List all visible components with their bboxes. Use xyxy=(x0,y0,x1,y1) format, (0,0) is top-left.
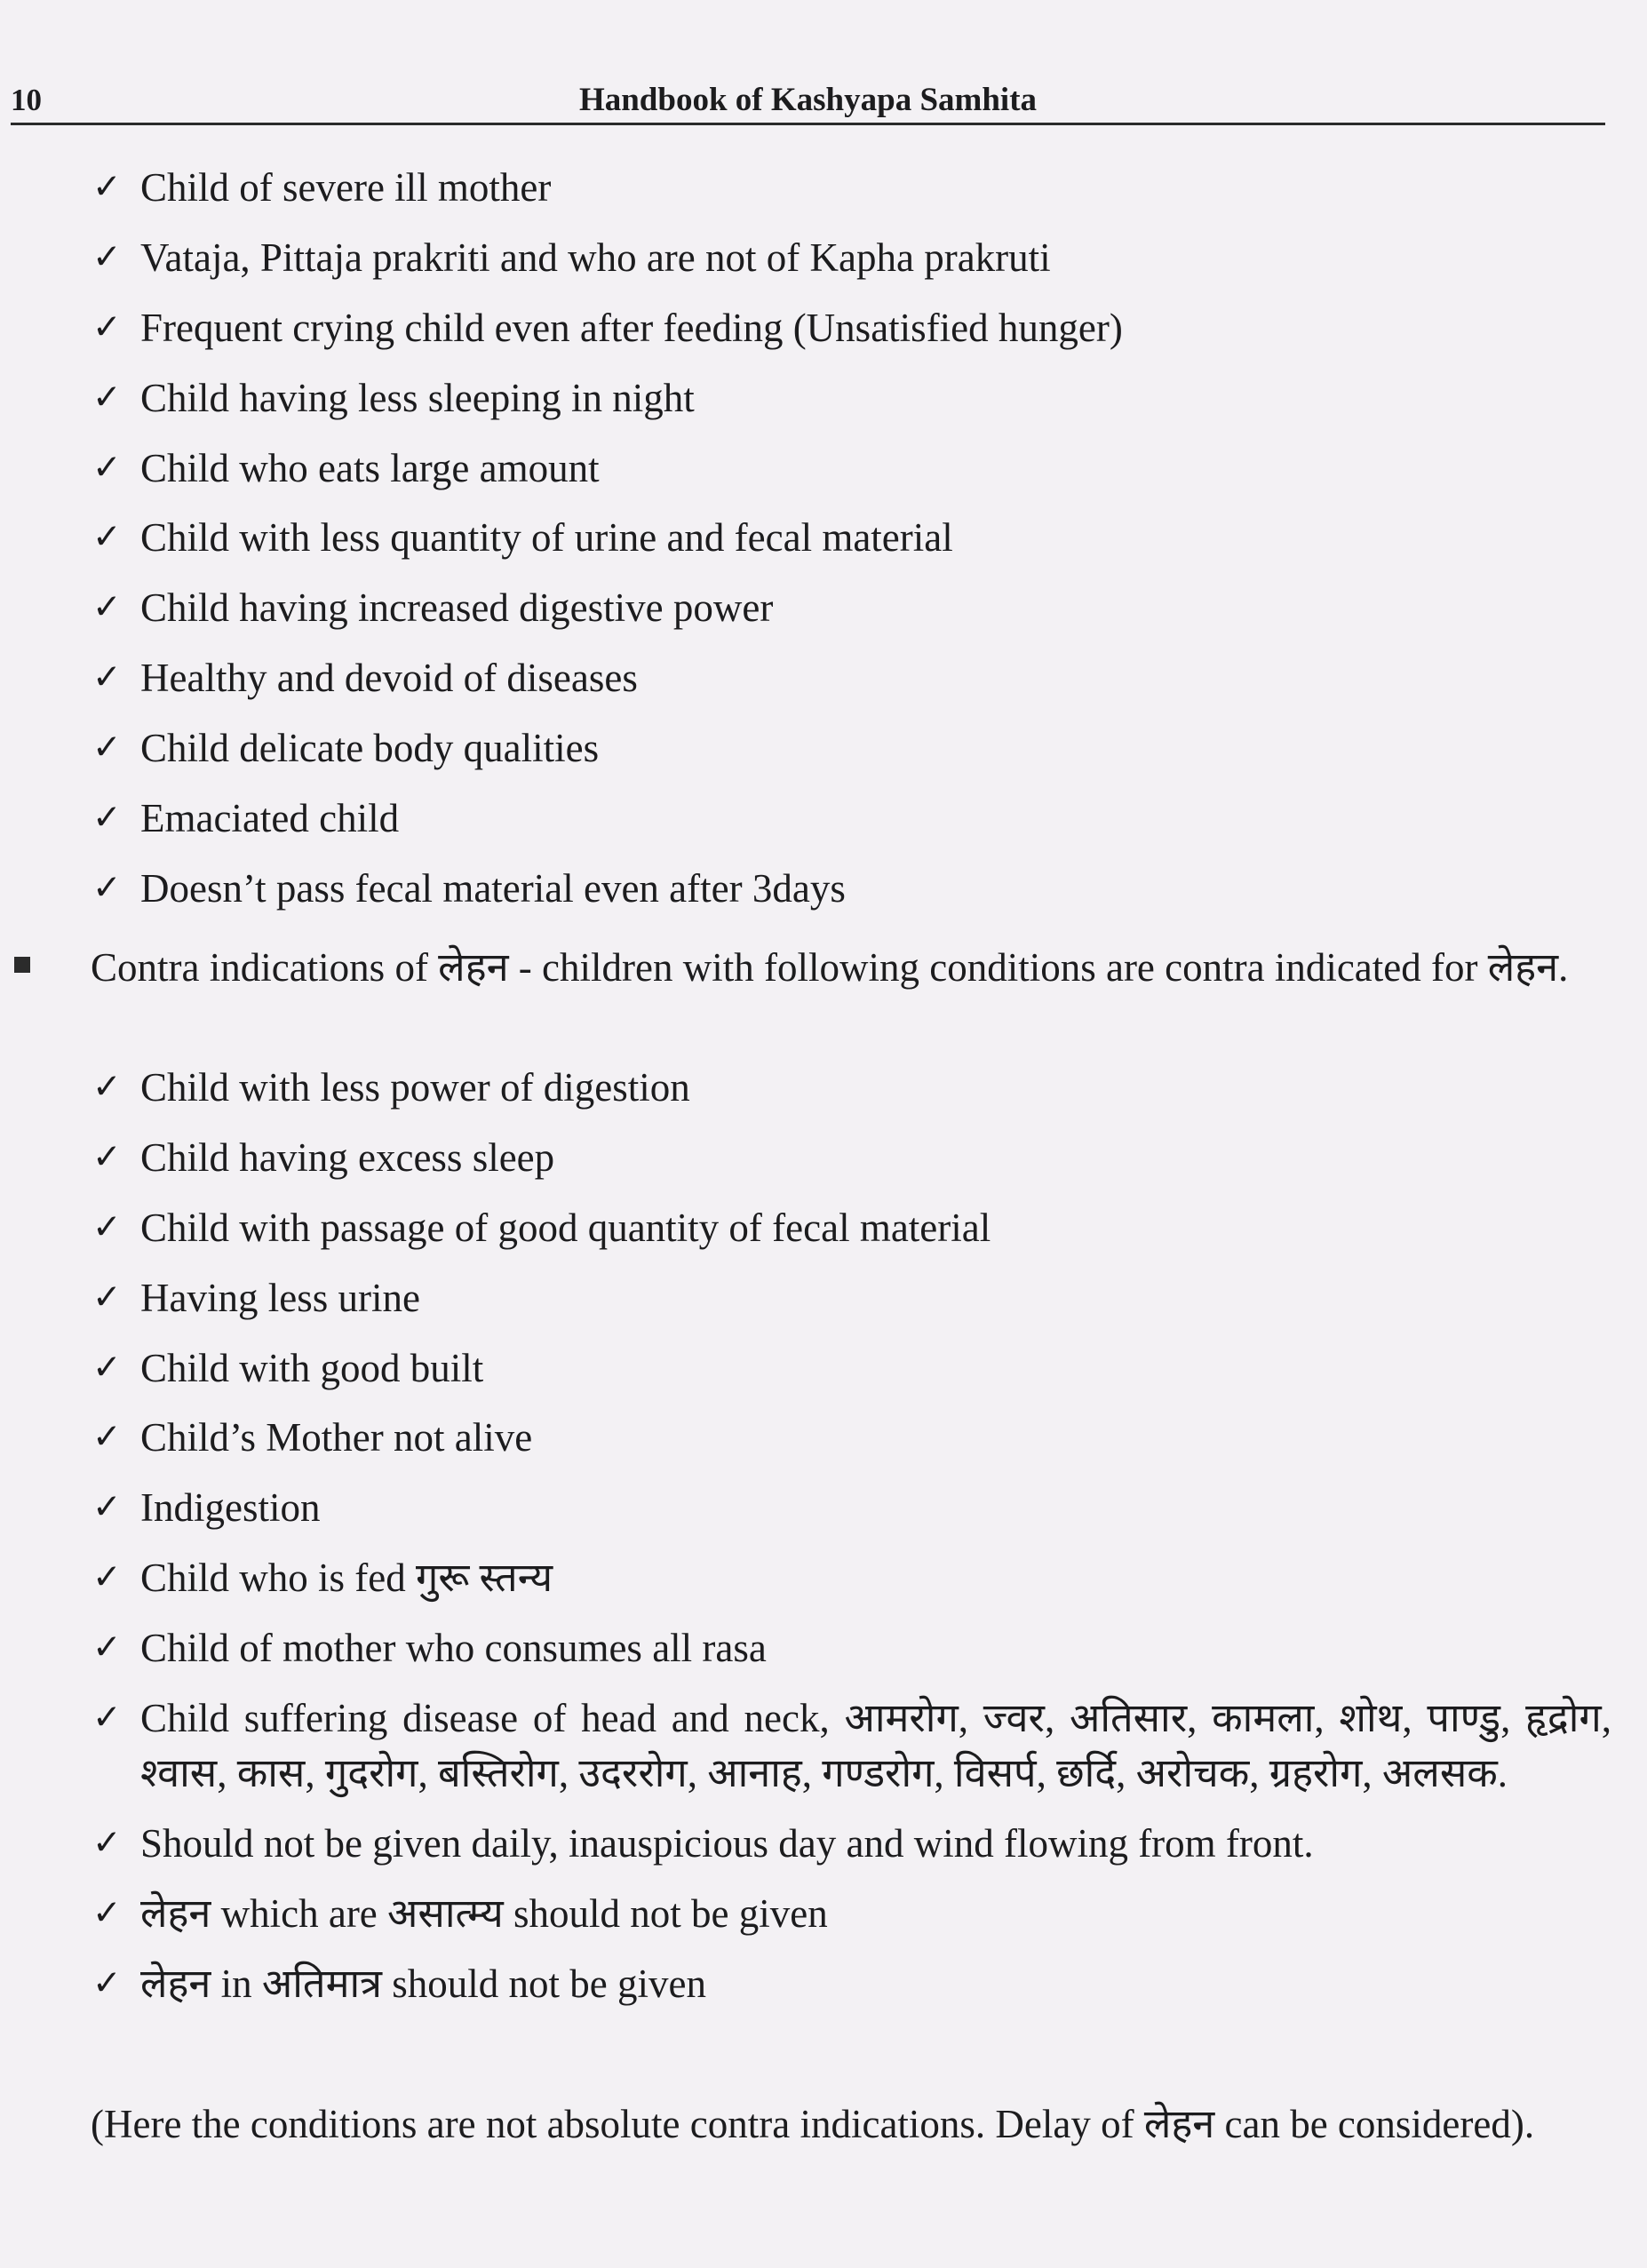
check-icon: ✓ xyxy=(92,587,122,628)
check-icon: ✓ xyxy=(92,306,122,347)
note-paragraph: (Here the conditions are not absolute contra indications. Delay of लेहन can be considered). xyxy=(91,2102,1535,2146)
check-icon: ✓ xyxy=(92,517,122,558)
check-icon: ✓ xyxy=(92,1347,122,1388)
check-icon: ✓ xyxy=(92,1206,122,1247)
list-item: ✓ Child with less power of digestion xyxy=(92,1060,1611,1115)
list-item: ✓ लेहन which are असात्म्य should not be given xyxy=(92,1886,1611,1941)
check-icon: ✓ xyxy=(92,1822,122,1863)
list-item: ✓ Having less urine xyxy=(92,1270,1611,1325)
list-item: ✓ Emaciated child xyxy=(92,791,1611,846)
list-item: ✓ Child having excess sleep xyxy=(92,1130,1611,1185)
list-item: ✓ Child of severe ill mother xyxy=(92,160,1611,215)
list-item: ✓ Child’s Mother not alive xyxy=(92,1410,1611,1465)
list-item: ✓ Child with good built xyxy=(92,1341,1611,1396)
check-icon: ✓ xyxy=(92,1277,122,1317)
list-item: ✓ Healthy and devoid of diseases xyxy=(92,650,1611,705)
list-item: ✓ Should not be given daily, inauspicious day and wind flowing from front. xyxy=(92,1816,1611,1871)
square-bullet-icon xyxy=(14,957,30,973)
check-icon: ✓ xyxy=(92,1136,122,1177)
check-icon: ✓ xyxy=(92,867,122,908)
list-item: ✓ Doesn’t pass fecal material even after 3days xyxy=(92,861,1611,916)
list-item: ✓ Indigestion xyxy=(92,1480,1611,1535)
list-item: ✓ Vataja, Pittaja prakriti and who are not of Kapha prakruti xyxy=(92,230,1611,285)
list-item: ✓ Child with less quantity of urine and fecal material xyxy=(92,510,1611,565)
list-item: ✓ Child suffering disease of head and neck, आमरोग, ज्वर, अतिसार, कामला, शोथ, पाण्डु, हृद्रोग, श्वास, कास, गुदरोग, बस्तिरोग, उदररोग, आनाह, गण्डरोग, विसर्प, छर्दि, अरोचक, ग्रहरोग, अलसक. xyxy=(92,1691,1611,1801)
check-icon: ✓ xyxy=(92,1892,122,1933)
check-icon: ✓ xyxy=(92,1417,122,1458)
list-item: ✓ Child who is fed गुरू स्तन्य xyxy=(92,1550,1611,1605)
check-icon: ✓ xyxy=(92,167,122,207)
check-icon: ✓ xyxy=(92,1627,122,1668)
list-item: ✓ Child having less sleeping in night xyxy=(92,370,1611,426)
page-header xyxy=(11,78,1605,125)
check-icon: ✓ xyxy=(92,236,122,277)
check-icon: ✓ xyxy=(92,1962,122,2003)
list-item: ✓ Child delicate body qualities xyxy=(92,720,1611,776)
check-icon: ✓ xyxy=(92,1698,122,1739)
book-title: Handbook of Kashyapa Samhita xyxy=(578,82,1038,118)
check-icon: ✓ xyxy=(92,728,122,768)
list-item: ✓ Child having increased digestive power xyxy=(92,580,1611,635)
page-number: 10 xyxy=(11,83,42,117)
contra-indications-list xyxy=(92,1060,1611,2026)
check-icon: ✓ xyxy=(92,377,122,418)
check-icon: ✓ xyxy=(92,657,122,698)
list-item: ✓ Frequent crying child even after feeding (Unsatisfied hunger) xyxy=(92,300,1611,355)
check-icon: ✓ xyxy=(92,798,122,839)
list-item: ✓ Child with passage of good quantity of fecal material xyxy=(92,1200,1611,1255)
contra-indications-heading: Contra indications of लेहन - children with following conditions are contra indicated for लेहन. xyxy=(91,945,1569,990)
check-icon: ✓ xyxy=(92,1067,122,1107)
check-icon: ✓ xyxy=(92,1557,122,1598)
indications-list xyxy=(92,160,1611,931)
list-item: ✓ लेहन in अतिमात्र should not be given xyxy=(92,1956,1611,2011)
list-item: ✓ Child who eats large amount xyxy=(92,441,1611,496)
check-icon: ✓ xyxy=(92,1487,122,1528)
list-item: ✓ Child of mother who consumes all rasa xyxy=(92,1620,1611,1675)
check-icon: ✓ xyxy=(92,447,122,488)
